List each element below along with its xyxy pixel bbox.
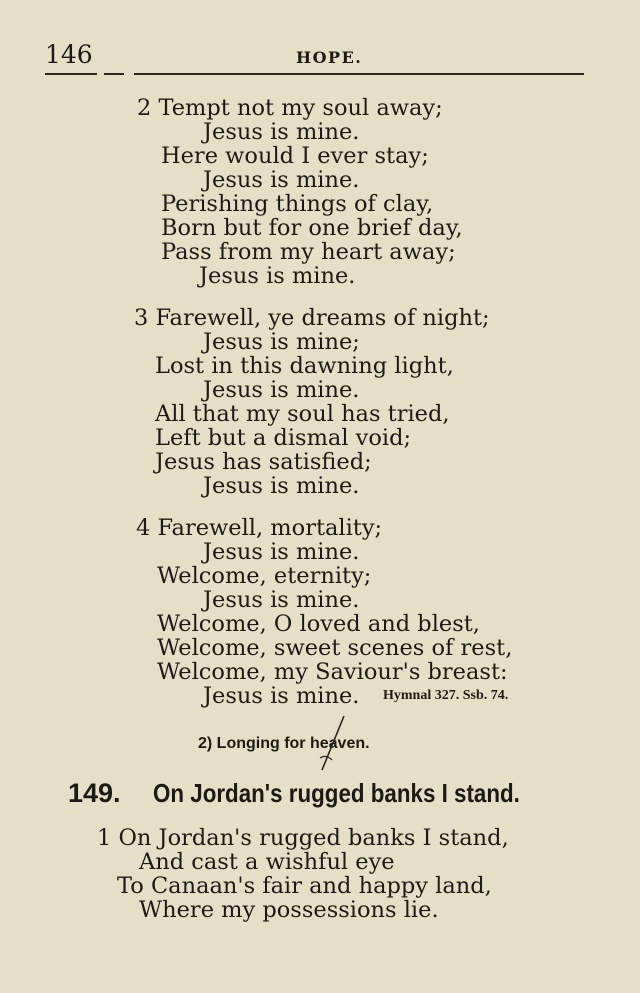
verse-line: 4 Farewell, mortality; — [136, 515, 383, 541]
header-rule-left — [45, 73, 97, 75]
verse-line: Jesus is mine. — [203, 683, 360, 709]
verse-line: 2 Tempt not my soul away; — [137, 95, 443, 121]
pen-mark-icon — [316, 714, 356, 774]
hymn-title: On Jordan's rugged banks I stand. — [153, 778, 520, 808]
verse-line: Jesus is mine. — [203, 539, 360, 565]
verse-line: Welcome, my Saviour's breast: — [157, 659, 508, 685]
verse-line: Welcome, O loved and blest, — [157, 611, 480, 637]
verse-line: Jesus is mine. — [203, 473, 360, 499]
verse-line: To Canaan's fair and happy land, — [117, 873, 492, 899]
header-rule-main — [134, 73, 584, 75]
verse-line: Jesus is mine. — [203, 167, 360, 193]
verse-line: Born but for one brief day, — [161, 215, 463, 241]
verse-line: Welcome, sweet scenes of rest, — [157, 635, 513, 661]
verse-line: Jesus is mine. — [203, 587, 360, 613]
verse-line: Jesus has satisfied; — [155, 449, 372, 475]
verse-line: 1 On Jordan's rugged banks I stand, — [97, 825, 509, 851]
verse-line: Perishing things of clay, — [161, 191, 434, 217]
verse-line: Lost in this dawning light, — [155, 353, 454, 379]
verse-line: Pass from my heart away; — [161, 239, 456, 265]
hymn-number: 149. — [68, 778, 121, 808]
page-number: 146 — [45, 40, 93, 69]
verse-line: Jesus is mine. — [199, 263, 356, 289]
verse-line: 3 Farewell, ye dreams of night; — [134, 305, 490, 331]
header-rule-dash — [104, 73, 124, 75]
verse-line: Jesus is mine. — [203, 377, 360, 403]
verse-line: Welcome, eternity; — [157, 563, 372, 589]
verse-line: Jesus is mine; — [203, 329, 360, 355]
verse-line: And cast a wishful eye — [139, 849, 395, 875]
verse-line: Jesus is mine. — [203, 119, 360, 145]
verse-line: Left but a dismal void; — [155, 425, 412, 451]
hymnal-reference: Hymnal 327. Ssb. 74. — [383, 688, 509, 703]
verse-line: All that my soul has tried, — [155, 401, 450, 427]
verse-line: Here would I ever stay; — [161, 143, 429, 169]
verse-line: Where my possessions lie. — [139, 897, 439, 923]
subsection-heading: 2) Longing for heaven. — [198, 735, 370, 752]
running-title: HOPE. — [296, 48, 363, 67]
